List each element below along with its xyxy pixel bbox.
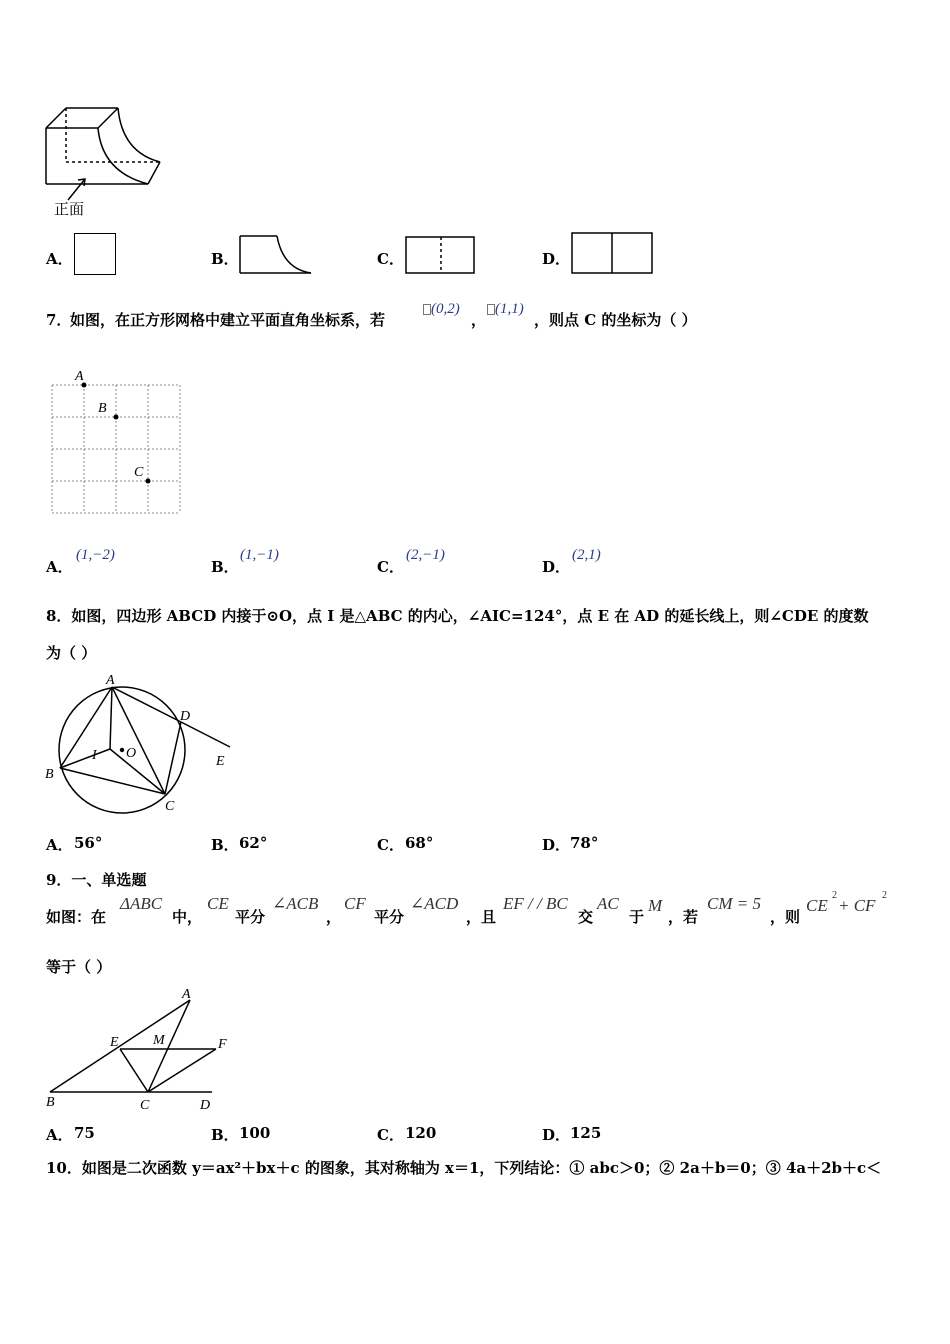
q7-option-b-value: (1,−1) xyxy=(240,547,279,563)
q7-label-b: B xyxy=(98,401,107,416)
q8-circle-figure xyxy=(40,670,240,815)
q7-option-d-value: (2,1) xyxy=(572,547,601,563)
q9-option-d-value: 125 xyxy=(570,1124,602,1142)
q7-label-c: C xyxy=(134,465,144,480)
q7-given1: (0,2) xyxy=(431,301,460,317)
q7-text-a: 如图，在正方形网格中建立平面直角坐标系，若 xyxy=(70,311,386,329)
q8-label-b: B xyxy=(45,767,54,782)
q7-option-a-value: (1,−2) xyxy=(76,547,115,563)
q8-option-d-label: D． xyxy=(542,836,571,854)
q7-grid-figure xyxy=(40,365,190,525)
q8-option-c-value: 68° xyxy=(405,834,434,852)
q6-option-c-label: C． xyxy=(377,250,404,268)
q8-option-b-label: B． xyxy=(211,836,239,854)
q9-m6: EF / / BC xyxy=(503,894,568,913)
q9-m7: AC xyxy=(597,894,619,913)
q9-option-c-value: 120 xyxy=(405,1124,437,1142)
q9-option-b-label: B． xyxy=(211,1126,239,1144)
q9-t4: ， xyxy=(326,908,342,926)
q8-option-a-value: 56° xyxy=(74,834,103,852)
q9-line2: 等于（ ） xyxy=(46,958,112,976)
q7-comma: ， xyxy=(471,311,487,329)
q9-label-b: B xyxy=(46,1095,55,1110)
q6-option-b-shape xyxy=(239,235,314,277)
q9-t7: 交 xyxy=(578,908,594,926)
q9-label-m: M xyxy=(153,1033,165,1048)
q6-option-b-label: B． xyxy=(211,250,239,268)
q9-m2: CE xyxy=(207,894,229,913)
q10-text: 10．如图是二次函数 y＝ax²＋bx＋c 的图象，其对称轴为 x＝1，下列结论：① abc＞0；② 2a＋b＝0；③ 4a＋2b＋c＜ xyxy=(46,1159,882,1177)
q9-t2: 中， xyxy=(172,908,203,926)
q9-t1: 如图：在 xyxy=(46,908,107,926)
q9-option-c-label: C． xyxy=(377,1126,404,1144)
q9-t5: 平分 xyxy=(374,908,405,926)
q9-option-d-label: D． xyxy=(542,1126,571,1144)
q7-option-b-label: B． xyxy=(211,558,239,576)
q9-m9: CM = 5 xyxy=(707,894,761,913)
q8-option-a-label: A． xyxy=(46,836,73,854)
q8-line2: 为（ ） xyxy=(46,644,97,662)
q9-label-c: C xyxy=(140,1098,150,1113)
q7-given2: (1,1) xyxy=(495,301,524,317)
q9-m4: CF xyxy=(344,894,366,913)
q8-option-c-label: C． xyxy=(377,836,404,854)
q9-m8: M xyxy=(648,896,663,915)
q9-t8: 于 xyxy=(629,908,645,926)
q6-option-a-label: A． xyxy=(46,250,73,268)
q9-t10: ，则 xyxy=(770,908,801,926)
q9-m5: ∠ACD xyxy=(410,894,459,913)
q9-sup2: 2 xyxy=(882,890,887,901)
q6-option-c-shape xyxy=(405,236,477,276)
q7-option-d-label: D． xyxy=(542,558,571,576)
q8-option-d-value: 78° xyxy=(570,834,599,852)
q8-label-o: O xyxy=(126,746,137,761)
q7-given2-box-icon xyxy=(487,304,495,315)
q7-point-b xyxy=(114,415,119,420)
q7-point-c xyxy=(146,479,151,484)
q6-option-a-shape xyxy=(74,233,116,275)
q7-given1-box-icon xyxy=(423,304,431,315)
q9-option-a-label: A． xyxy=(46,1126,73,1144)
q8-center-point xyxy=(120,748,124,752)
q8-label-c: C xyxy=(165,799,175,814)
q9-label-a: A xyxy=(182,987,191,1002)
q9-label-d: D xyxy=(200,1098,211,1113)
q7-option-c-label: C． xyxy=(377,558,404,576)
q9-m10a: CE xyxy=(806,896,828,915)
q8-option-b-value: 62° xyxy=(239,834,268,852)
q7-number: 7． xyxy=(46,311,72,329)
q6-option-d-label: D． xyxy=(542,250,571,268)
q8-label-e: E xyxy=(216,754,225,769)
q9-sup1: 2 xyxy=(832,890,837,901)
q8-label-d: D xyxy=(180,709,191,724)
q8-line1: 8．如图，四边形 ABCD 内接于⊙O，点 I 是△ABC 的内心，∠AIC=124°，点 E 在 AD 的延长线上，则∠CDE 的度数 xyxy=(46,607,869,625)
q9-label-f: F xyxy=(218,1037,227,1052)
q9-t9: ，若 xyxy=(668,908,699,926)
q9-t3: 平分 xyxy=(235,908,266,926)
q9-m10b: + CF xyxy=(838,896,876,915)
q9-m3: ∠ACB xyxy=(272,894,319,913)
q6-option-d-shape xyxy=(571,232,655,276)
q9-triangle-figure xyxy=(40,982,240,1117)
q9-option-b-value: 100 xyxy=(239,1124,271,1142)
q7-option-c-value: (2,−1) xyxy=(406,547,445,563)
q7-option-a-label: A． xyxy=(46,558,73,576)
q9-label-e: E xyxy=(110,1035,119,1050)
q7-label-a: A xyxy=(75,369,84,384)
q7-text-b: ，则点 C 的坐标为（ ） xyxy=(534,311,697,329)
q6-front-label: 正面 xyxy=(54,200,85,218)
q8-label-a: A xyxy=(106,673,115,688)
q9-heading: 9．一、单选题 xyxy=(46,871,147,889)
q8-label-i: I xyxy=(92,748,97,763)
q9-t6: ，且 xyxy=(466,908,497,926)
q9-m1: ΔABC xyxy=(120,894,163,913)
q9-option-a-value: 75 xyxy=(74,1124,95,1142)
